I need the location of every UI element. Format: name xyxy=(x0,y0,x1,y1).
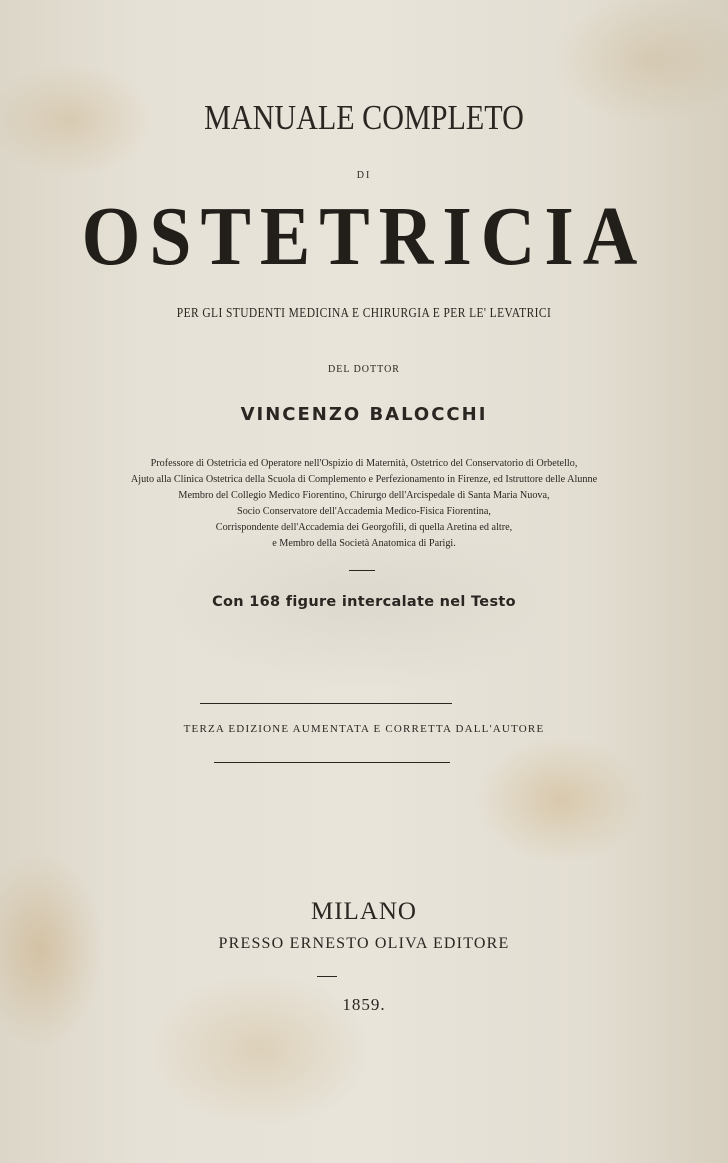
credential-line: Socio Conservatore dell'Accademia Medico-Fisica Fiorentina, xyxy=(237,506,491,517)
title-top: MANUALE COMPLETO xyxy=(204,98,524,137)
author-name: VINCENZO BALOCCHI xyxy=(240,404,488,425)
credential-line: e Membro della Società Anatomica di Parigi. xyxy=(272,538,456,549)
divider xyxy=(214,762,450,763)
divider xyxy=(349,570,375,571)
publication-year: 1859. xyxy=(342,995,386,1014)
edition-statement: TERZA EDIZIONE AUMENTATA E CORRETTA DALL'AUTORE xyxy=(183,723,545,735)
divider xyxy=(317,976,337,977)
divider xyxy=(200,703,452,704)
title-connector: DI xyxy=(356,170,372,181)
credential-line: Professore di Ostetricia ed Operatore nell'Ospizio di Maternità, Ostetrico del Conservatorio di Orbetello, xyxy=(150,458,578,469)
subtitle: PER GLI STUDENTI MEDICINA E CHIRURGIA E PER LE' LEVATRICI xyxy=(176,306,552,321)
figures-note: Con 168 figure intercalate nel Testo xyxy=(212,594,516,610)
credential-line: Ajuto alla Clinica Ostetrica della Scuola di Complemento e Perfezionamento in Firenze, ed Istruttore delle Alunne xyxy=(130,474,598,485)
credential-line: Corrispondente dell'Accademia dei Georgofili, di quella Aretina ed altre, xyxy=(215,522,513,533)
publication-city: MILANO xyxy=(311,898,417,925)
byline: DEL DOTTOR xyxy=(328,364,400,375)
credential-line: Membro del Collegio Medico Fiorentino, Chirurgo dell'Arcispedale di Santa Maria Nuova, xyxy=(178,490,550,501)
main-title: OSTETRICIA xyxy=(81,190,647,283)
publisher: PRESSO ERNESTO OLIVA EDITORE xyxy=(218,935,510,952)
